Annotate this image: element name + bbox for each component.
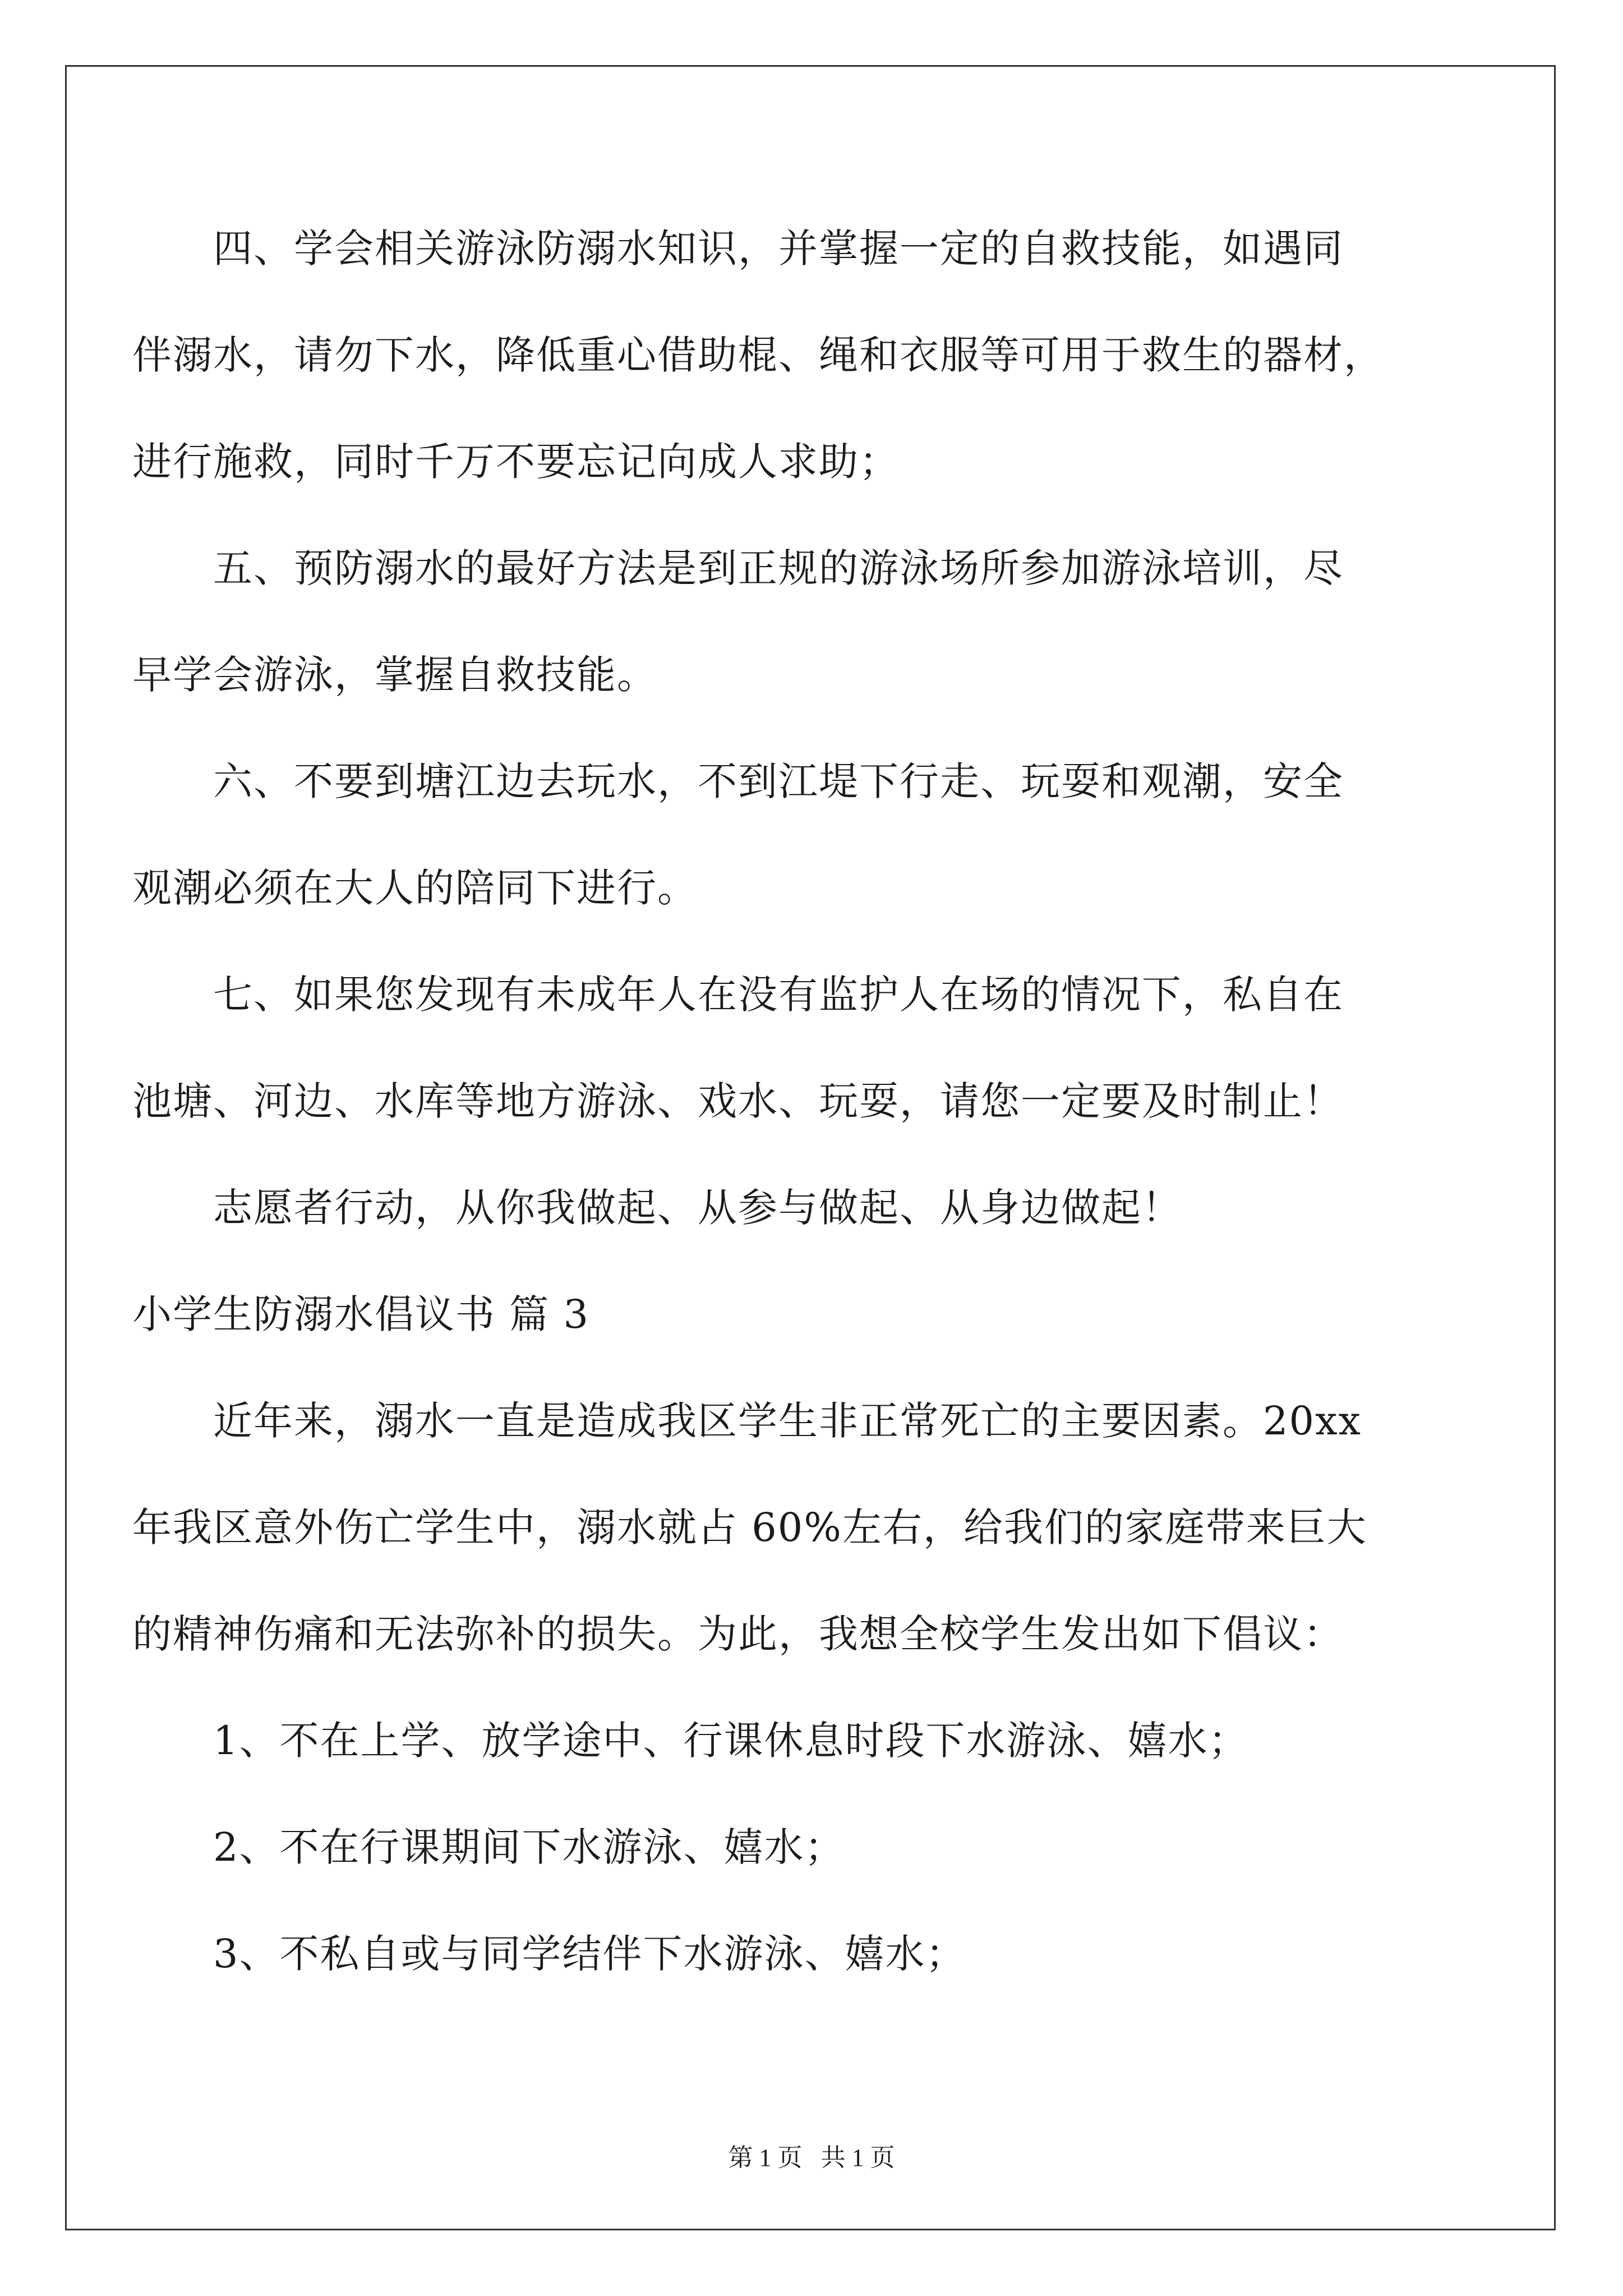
paragraph-5-line-2: 早学会游泳，掌握自救技能。 [132,652,657,698]
intro-line-1: 近年来，溺水一直是造成我区学生非正常死亡的主要因素。20xx [213,1398,1362,1444]
paragraph-4-line-2: 伴溺水，请勿下水，降低重心借助棍、绳和衣服等可用于救生的器材， [132,332,1384,378]
paragraph-4-line-1: 四、学会相关游泳防溺水知识，并掌握一定的自救技能，如遇同 [213,226,1344,272]
paragraph-4-line-3: 进行施救，同时千万不要忘记向成人求助； [132,439,900,485]
intro-line-3: 的精神伤痛和无法弥补的损失。为此，我想全校学生发出如下倡议： [132,1611,1344,1657]
page-footer: 第 1 页 共 1 页 [728,2144,895,2171]
closing-line: 志愿者行动，从你我做起、从参与做起、从身边做起！ [213,1185,1182,1231]
page-border [65,65,1556,2230]
list-item: 3、不私自或与同学结伴下水游泳、嬉水； [213,1931,966,1977]
list-item: 2、不在行课期间下水游泳、嬉水； [213,1824,845,1870]
paragraph-6-line-1: 六、不要到塘江边去玩水，不到江堤下行走、玩耍和观潮，安全 [213,758,1344,804]
paragraph-5-line-1: 五、预防溺水的最好方法是到正规的游泳场所参加游泳培训，尽 [213,545,1344,591]
paragraph-6-line-2: 观潮必须在大人的陪同下进行。 [132,865,698,911]
paragraph-7-line-1: 七、如果您发现有未成年人在没有监护人在场的情况下，私自在 [213,972,1344,1018]
list-item: 1、不在上学、放学途中、行课休息时段下水游泳、嬉水； [213,1718,1249,1764]
section-heading: 小学生防溺水倡议书 篇 3 [132,1291,590,1337]
intro-line-2: 年我区意外伤亡学生中，溺水就占 60%左右，给我们的家庭带来巨大 [132,1504,1367,1550]
paragraph-7-line-2: 池塘、河边、水库等地方游泳、戏水、玩耍，请您一定要及时制止！ [132,1078,1344,1124]
